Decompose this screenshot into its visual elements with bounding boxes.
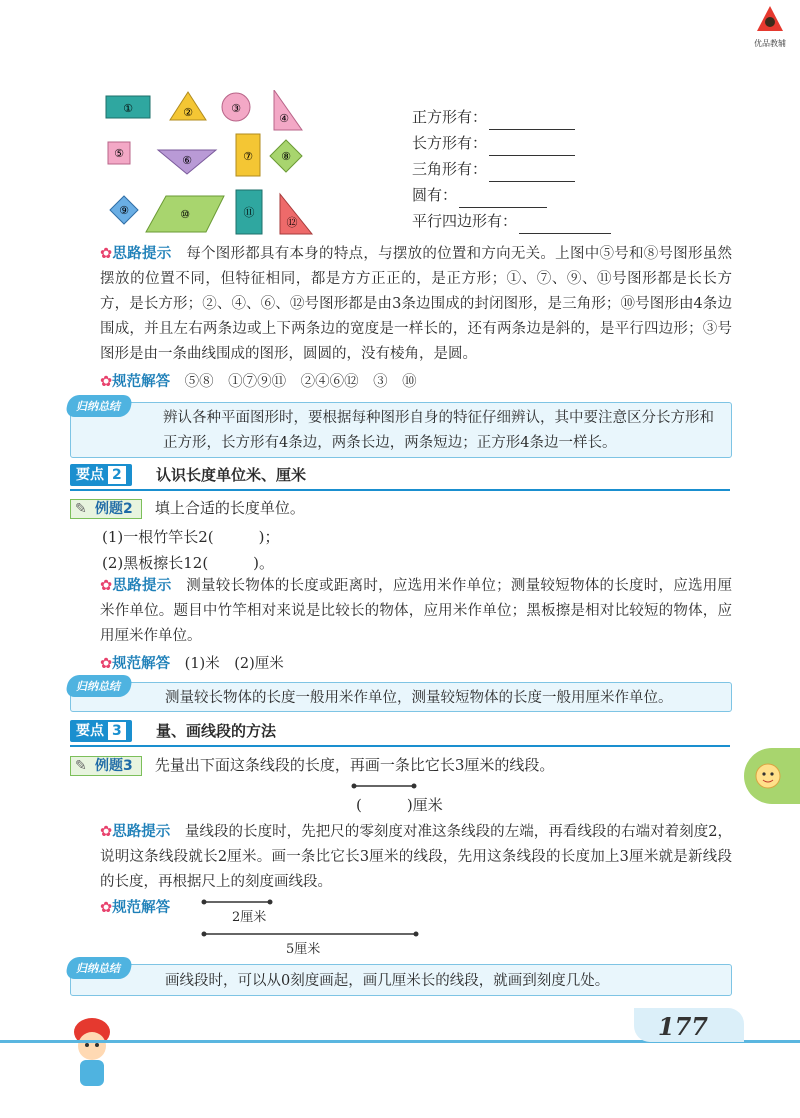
flower-icon: ✿ xyxy=(100,578,113,594)
answer-row-parallelogram xyxy=(412,208,611,234)
segment-label-2cm: 2厘米 xyxy=(232,910,267,925)
hint-block-2 xyxy=(100,574,732,649)
answer-row-rectangle xyxy=(412,130,611,156)
page-number: 177 xyxy=(657,1012,708,1041)
answer-blank[interactable] xyxy=(489,139,575,156)
hint-block-1 xyxy=(100,242,732,367)
shape-8-square xyxy=(270,140,302,172)
answer-label: 圆有： xyxy=(412,186,458,204)
hint-tag: 思路提示 xyxy=(112,824,171,840)
svg-text:⑦: ⑦ xyxy=(243,150,253,163)
summary-tag: 归纳总结 xyxy=(65,957,134,979)
logo-triangle-icon xyxy=(755,4,785,34)
answer-row-square xyxy=(412,104,611,130)
answer-text: (1)米 (2)厘米 xyxy=(184,656,284,672)
svg-text:⑪: ⑪ xyxy=(243,206,255,219)
flower-icon: ✿ xyxy=(100,656,113,672)
summary-text: 画线段时，可以从0刻度画起，画几厘米长的线段，就画到刻度几处。 xyxy=(165,973,610,989)
svg-text:⑫: ⑫ xyxy=(286,216,298,229)
logo-text: 优品教辅 xyxy=(754,39,786,48)
shape-4-triangle xyxy=(274,90,302,130)
pencil-icon: ✎ xyxy=(75,758,87,774)
mascot-icon xyxy=(744,748,800,804)
mascot-illustration-icon xyxy=(60,1006,130,1096)
answer-tag: 规范解答 xyxy=(112,656,171,672)
shape-1-rectangle xyxy=(106,96,150,118)
shape-9-rectangle xyxy=(110,196,138,224)
answer-blank[interactable] xyxy=(489,165,575,182)
shape-12-triangle xyxy=(280,194,312,234)
example-prompt: 先量出下面这条线段的长度，再画一条比它长3厘米的线段。 xyxy=(154,756,555,774)
hint-text: 量线段的长度时，先把尺的零刻度对准这条线段的左端，再看线段的右端对着刻度2，说明这条线段就长2厘米。画一条比它长3厘米的线段，先用这条线段的长度加上3厘米就是新线段的长度，再根据尺上的刻度画线段。 xyxy=(100,824,732,890)
example-item: (2)黑板擦长12( )。 xyxy=(102,554,275,572)
hint-tag: 思路提示 xyxy=(112,246,172,262)
side-chapter-tab xyxy=(744,748,800,804)
hint-text: 测量较长物体的长度或距离时，应选用米作单位；测量较短物体的长度时，应选用厘米作单位。题目中竹竿相对来说是比较长的物体，应用米作单位；黑板擦是相对比较短的物体，应用厘米作单位。 xyxy=(100,578,733,644)
shapes-figure xyxy=(96,90,316,240)
shape-6-triangle xyxy=(158,150,216,174)
divider xyxy=(70,489,730,491)
answer-label: 长方形有： xyxy=(412,134,488,152)
summary-box-1 xyxy=(70,402,732,458)
measure-blank[interactable]: ( )厘米 xyxy=(356,796,443,814)
answer-row-circle xyxy=(412,182,611,208)
shape-5-square xyxy=(108,142,130,164)
summary-box-3 xyxy=(70,964,732,996)
shape-7-rectangle xyxy=(236,134,260,176)
summary-text: 辨认各种平面图形时，要根据每种图形自身的特征仔细辨认，其中要注意区分长方形和正方形，长方形有4条边，两条长边，两条短边；正方形4条边一样长。 xyxy=(163,410,714,451)
svg-text:②: ② xyxy=(183,106,193,119)
answer-blank[interactable] xyxy=(459,191,547,208)
hint-tag: 思路提示 xyxy=(112,578,172,594)
publisher-logo xyxy=(748,4,792,50)
measure-segment xyxy=(350,780,450,792)
answer-label: 三角形有： xyxy=(412,160,488,178)
segment-label-5cm: 5厘米 xyxy=(286,942,321,957)
point-tag: 要点 3 xyxy=(70,720,132,742)
shape-10-parallelogram xyxy=(146,196,224,232)
point-title: 量、画线段的方法 xyxy=(156,722,277,740)
flower-icon: ✿ xyxy=(100,374,113,390)
answer-row-triangle xyxy=(412,156,611,182)
divider xyxy=(70,745,730,747)
hint-block-3 xyxy=(100,820,732,895)
shape-11-rectangle xyxy=(236,190,262,234)
point-number: 2 xyxy=(108,466,126,484)
point-header-2 xyxy=(70,464,730,490)
answer-block-1 xyxy=(100,370,732,395)
svg-text:①: ① xyxy=(123,102,133,115)
summary-box-2 xyxy=(70,682,732,712)
svg-text:⑤: ⑤ xyxy=(114,147,124,160)
shape-answer-list xyxy=(412,104,611,234)
answer-text: ⑤⑧ ①⑦⑨⑪ ②④⑥⑫ ③ ⑩ xyxy=(184,374,417,390)
answer-block-2 xyxy=(100,652,732,677)
flower-icon: ✿ xyxy=(100,900,113,916)
svg-text:⑥: ⑥ xyxy=(182,154,192,167)
flower-icon: ✿ xyxy=(100,246,113,262)
example-item: (1)一根竹竿长2( )； xyxy=(102,528,280,546)
answer-blank[interactable] xyxy=(489,113,575,130)
shape-3-circle xyxy=(222,93,250,121)
svg-text:⑨: ⑨ xyxy=(119,204,129,217)
example-tag: ✎ 例题2 xyxy=(70,499,142,519)
point-tag: 要点 2 xyxy=(70,464,132,486)
svg-text:⑧: ⑧ xyxy=(281,150,291,163)
summary-text: 测量较长物体的长度一般用米作单位，测量较短物体的长度一般用厘米作单位。 xyxy=(165,690,673,706)
flower-icon: ✿ xyxy=(100,824,113,840)
svg-text:③: ③ xyxy=(231,102,241,115)
svg-text:⑩: ⑩ xyxy=(180,208,190,221)
shape-2-triangle xyxy=(170,92,206,120)
summary-tag: 归纳总结 xyxy=(65,675,134,697)
svg-text:④: ④ xyxy=(279,112,289,125)
answer-blank[interactable] xyxy=(519,217,611,234)
example-3 xyxy=(70,754,554,775)
answer-label: 平行四边形有： xyxy=(412,212,518,230)
answer-label: 正方形有： xyxy=(412,108,488,126)
point-header-3 xyxy=(70,720,730,746)
summary-tag: 归纳总结 xyxy=(65,395,134,417)
answer-tag: 规范解答 xyxy=(112,374,171,390)
example-2 xyxy=(70,497,305,518)
point-title: 认识长度单位米、厘米 xyxy=(156,466,307,484)
example-prompt: 填上合适的长度单位。 xyxy=(154,499,305,517)
pencil-icon: ✎ xyxy=(75,501,87,517)
example-2-items xyxy=(102,524,280,576)
example-tag: ✎ 例题3 xyxy=(70,756,142,776)
answer-tag: 规范解答 xyxy=(112,900,171,916)
hint-text: 每个图形都具有本身的特点，与摆放的位置和方向无关。上图中⑤号和⑧号图形虽然摆放的位置不同，但特征相同，都是方方正正的，是正方形；①、⑦、⑨、⑪号图形都是长长方方，是长方形；②、④、⑥、⑫号图形都是由3条边围成的封闭图形，是三角形；⑩号图形由4条边围成，并且左右两条边或上下两条边的宽度是一样长的，还有两条边是斜的，是平行四边形；③号图形是由一条曲线围成的图形，圆圆的，没有棱角，是圆。 xyxy=(100,246,733,362)
point-number: 3 xyxy=(108,722,126,740)
